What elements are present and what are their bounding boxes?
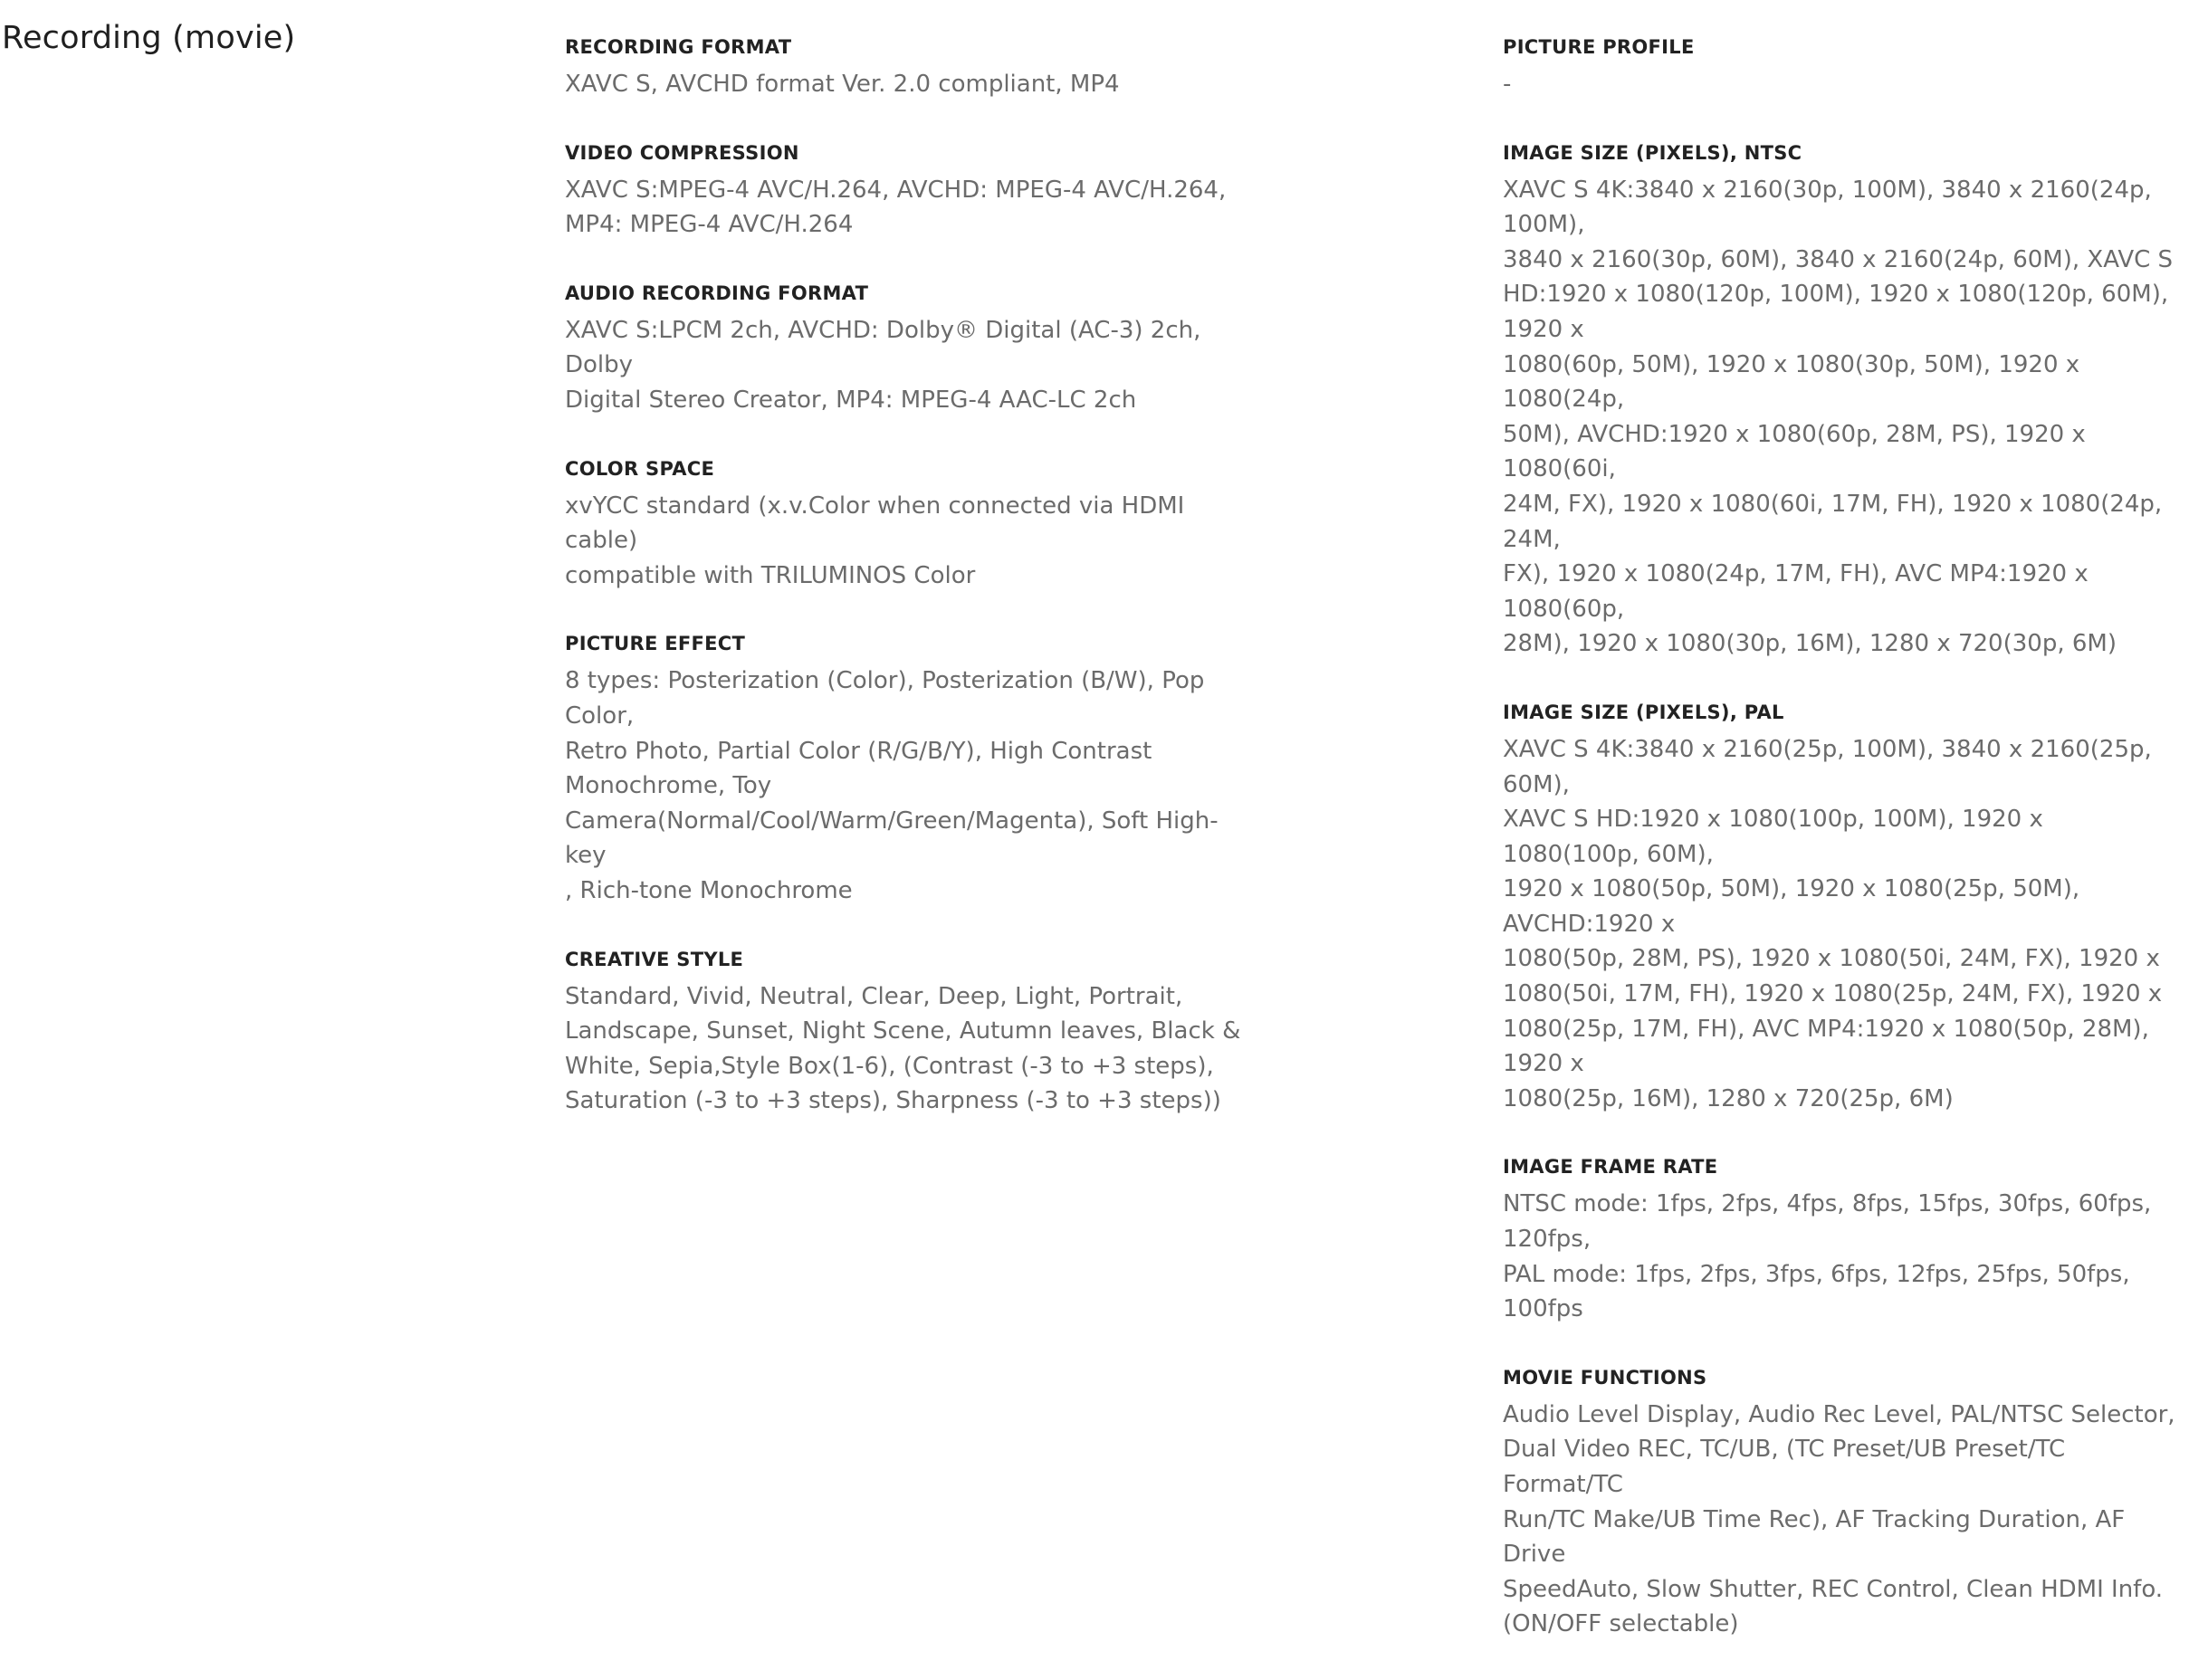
spec-value-line: 50M), AVCHD:1920 x 1080(60p, 28M, PS), 1920 x 1080(60i, xyxy=(1503,420,2086,483)
spec-label-image-size-pal: IMAGE SIZE (PIXELS), PAL xyxy=(1503,701,1784,723)
spec-item xyxy=(565,281,1253,418)
spec-column-left xyxy=(565,34,1253,1157)
spec-label-color-space: COLOR SPACE xyxy=(565,457,715,480)
spec-value-color-space xyxy=(565,489,1253,594)
spec-value-line: Camera(Normal/Cool/Warm/Green/Magenta), Soft High-key xyxy=(565,807,1219,870)
spec-label-picture-profile: PICTURE PROFILE xyxy=(1503,36,1695,58)
spec-value-line: 28M), 1920 x 1080(30p, 16M), 1280 x 720(30p, 6M) xyxy=(1503,630,2117,658)
spec-column-right xyxy=(1503,34,2186,1680)
spec-value-image-size-pal xyxy=(1503,732,2186,1117)
spec-value-creative-style xyxy=(565,979,1253,1119)
spec-value-line: 8 types: Posterization (Color), Posterization (B/W), Pop Color, xyxy=(565,667,1205,730)
spec-value-line: Landscape, Sunset, Night Scene, Autumn leaves, Black & xyxy=(565,1017,1241,1045)
spec-value-line: SpeedAuto, Slow Shutter, REC Control, Clean HDMI Info. xyxy=(1503,1575,2164,1603)
section-title: Recording (movie) xyxy=(2,20,296,56)
spec-value-line: XAVC S 4K:3840 x 2160(25p, 100M), 3840 x 2160(25p, 60M), xyxy=(1503,735,2152,798)
spec-value-picture-effect xyxy=(565,663,1253,908)
spec-item xyxy=(565,631,1253,908)
spec-value-line: MP4: MPEG-4 AVC/H.264 xyxy=(565,211,854,239)
spec-value-line: XAVC S 4K:3840 x 2160(30p, 100M), 3840 x 2160(24p, 100M), xyxy=(1503,176,2152,239)
spec-value-line: 24M, FX), 1920 x 1080(60i, 17M, FH), 1920 x 1080(24p, 24M, xyxy=(1503,490,2163,553)
spec-value-line: 1080(60p, 50M), 1920 x 1080(30p, 50M), 1920 x 1080(24p, xyxy=(1503,350,2080,414)
spec-item xyxy=(1503,34,2186,102)
spec-value-line: compatible with TRILUMINOS Color xyxy=(565,561,976,589)
spec-value-line: 1080(50i, 17M, FH), 1920 x 1080(25p, 24M, FX), 1920 x xyxy=(1503,980,2163,1008)
spec-value-line: Monochrome, Toy xyxy=(565,772,772,800)
spec-value-line: White, Sepia,Style Box(1-6), (Contrast (-3 to +3 steps), xyxy=(565,1052,1214,1080)
spec-value-line: XAVC S:MPEG-4 AVC/H.264, AVCHD: MPEG-4 AVC/H.264, xyxy=(565,176,1227,204)
spec-value-line: HD:1920 x 1080(120p, 100M), 1920 x 1080(120p, 60M), 1920 x xyxy=(1503,281,2169,343)
spec-label-movie-functions: MOVIE FUNCTIONS xyxy=(1503,1366,1707,1389)
spec-item xyxy=(1503,700,2186,1117)
spec-value-line: - xyxy=(1503,71,1512,98)
spec-value-line: (ON/OFF selectable) xyxy=(1503,1610,1739,1638)
spec-value-line: , Rich-tone Monochrome xyxy=(565,876,853,904)
spec-value-line: Retro Photo, Partial Color (R/G/B/Y), High Contrast xyxy=(565,737,1152,765)
spec-value-image-frame-rate xyxy=(1503,1187,2186,1326)
spec-value-line: Run/TC Make/UB Time Rec), AF Tracking Duration, AF Drive xyxy=(1503,1505,2126,1569)
spec-label-image-frame-rate: IMAGE FRAME RATE xyxy=(1503,1156,1718,1179)
spec-value-line: XAVC S, AVCHD format Ver. 2.0 compliant, MP4 xyxy=(565,71,1120,98)
spec-value-line: 1080(50p, 28M, PS), 1920 x 1080(50i, 24M, FX), 1920 x xyxy=(1503,945,2160,973)
spec-label-creative-style: CREATIVE STYLE xyxy=(565,948,744,970)
spec-value-line: Audio Level Display, Audio Rec Level, PAL/NTSC Selector, xyxy=(1503,1400,2175,1428)
spec-value-picture-profile xyxy=(1503,67,2186,102)
spec-label-video-compression: VIDEO COMPRESSION xyxy=(565,141,799,164)
spec-value-audio-recording-format xyxy=(565,313,1253,418)
spec-item xyxy=(1503,1365,2186,1642)
spec-value-line: 1080(25p, 16M), 1280 x 720(25p, 6M) xyxy=(1503,1084,1954,1112)
spec-value-line: 3840 x 2160(30p, 60M), 3840 x 2160(24p, 60M), XAVC S xyxy=(1503,245,2174,273)
spec-item xyxy=(565,456,1253,594)
spec-value-line: XAVC S:LPCM 2ch, AVCHD: Dolby® Digital (AC-3) 2ch, Dolby xyxy=(565,316,1201,379)
spec-item xyxy=(565,947,1253,1119)
spec-value-line: xvYCC standard (x.v.Color when connected via HDMI cable) xyxy=(565,492,1185,555)
spec-value-movie-functions xyxy=(1503,1398,2186,1642)
spec-item xyxy=(1503,1154,2186,1326)
spec-label-image-size-ntsc: IMAGE SIZE (PIXELS), NTSC xyxy=(1503,141,1802,164)
spec-value-line: Digital Stereo Creator, MP4: MPEG-4 AAC-LC 2ch xyxy=(565,386,1137,414)
spec-value-line: Saturation (-3 to +3 steps), Sharpness (-3 to +3 steps)) xyxy=(565,1087,1221,1115)
spec-value-line: Standard, Vivid, Neutral, Clear, Deep, Light, Portrait, xyxy=(565,982,1183,1010)
spec-value-line: 1920 x 1080(50p, 50M), 1920 x 1080(25p, 50M), AVCHD:1920 x xyxy=(1503,875,2080,938)
spec-value-image-size-ntsc xyxy=(1503,173,2186,662)
spec-value-line: XAVC S HD:1920 x 1080(100p, 100M), 1920 x 1080(100p, 60M), xyxy=(1503,806,2043,868)
spec-value-line: NTSC mode: 1fps, 2fps, 4fps, 8fps, 15fps, 30fps, 60fps, 120fps, xyxy=(1503,1190,2152,1254)
spec-value-video-compression xyxy=(565,173,1253,243)
spec-item xyxy=(565,34,1253,102)
spec-label-picture-effect: PICTURE EFFECT xyxy=(565,633,746,655)
spec-item xyxy=(1503,140,2186,662)
spec-value-recording-format xyxy=(565,67,1253,102)
spec-value-line: Dual Video REC, TC/UB, (TC Preset/UB Preset/TC Format/TC xyxy=(1503,1436,2066,1498)
spec-value-line: PAL mode: 1fps, 2fps, 3fps, 6fps, 12fps, 25fps, 50fps, 100fps xyxy=(1503,1260,2130,1323)
spec-item xyxy=(565,140,1253,243)
spec-value-line: FX), 1920 x 1080(24p, 17M, FH), AVC MP4:1920 x 1080(60p, xyxy=(1503,560,2089,623)
spec-value-line: 1080(25p, 17M, FH), AVC MP4:1920 x 1080(50p, 28M), 1920 x xyxy=(1503,1015,2149,1078)
spec-label-recording-format: RECORDING FORMAT xyxy=(565,36,792,58)
spec-label-audio-recording-format: AUDIO RECORDING FORMAT xyxy=(565,282,869,304)
